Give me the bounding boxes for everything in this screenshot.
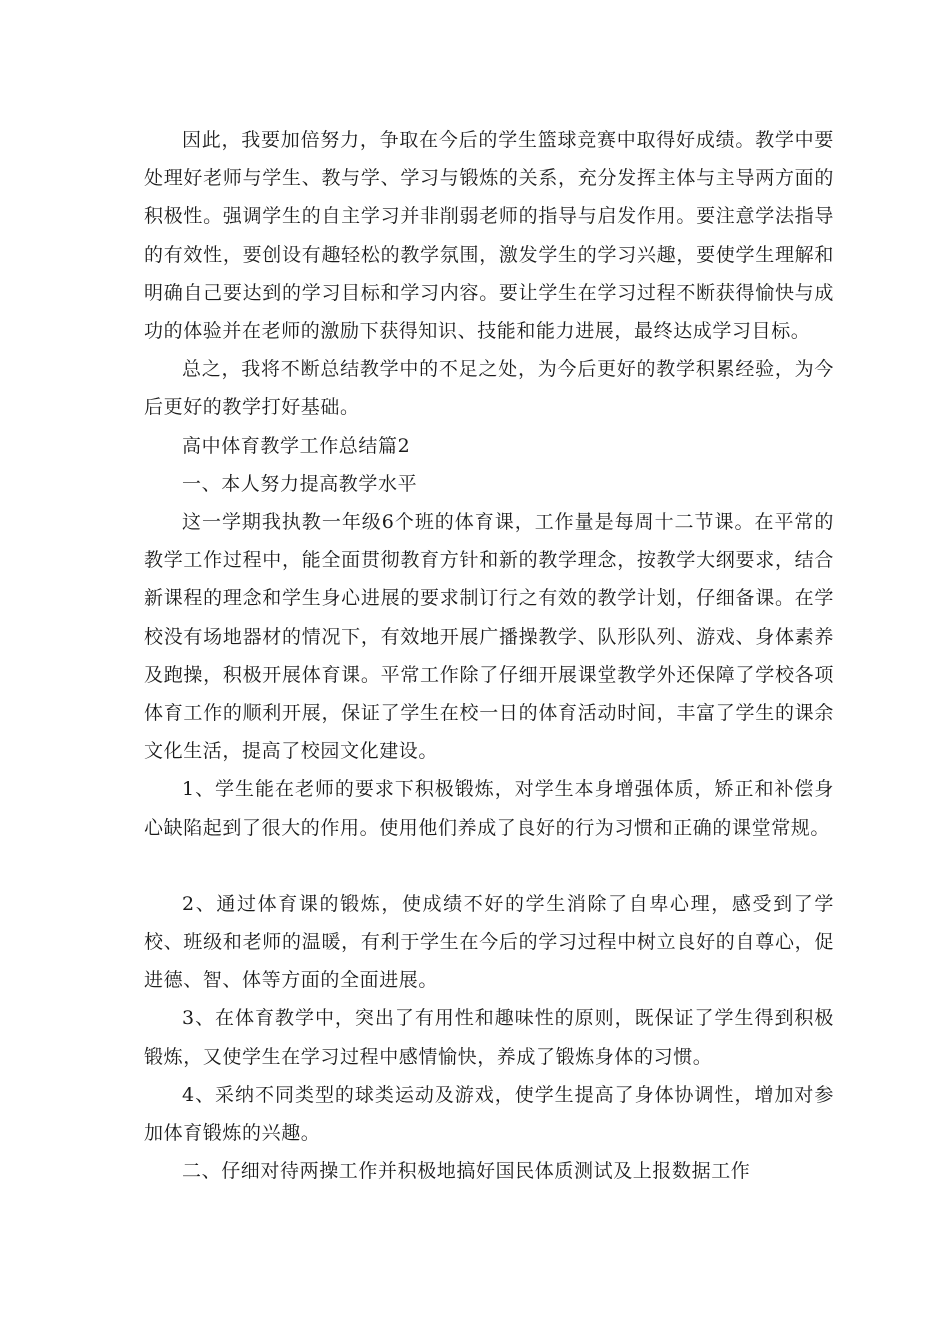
paragraph-semester-overview: 这一学期我执教一年级6个班的体育课，工作量是每周十二节课。在平常的教学工作过程中，能全面贯彻教育方针和新的教学理念，按教学大纲要求，结合新课程的理念和学生身心进展的要求制订行之有效的教学计划，仔细备课。在学校没有场地器材的情况下，有效地开展广播操教学、队形队列、游戏、身体素养及跑操，积极开展体育课。平常工作除了仔细开展课堂教学外还保障了学校各项体育工作的顺利开展，保证了学生在校一日的体育活动时间，丰富了学生的课余文化生活，提高了校园文化建设。 — [144, 511, 834, 763]
paragraph-summary: 总之，我将不断总结教学中的不足之处，为今后更好的教学积累经验，为今后更好的教学打好基础。 — [144, 358, 834, 419]
list-item-3: 3、在体育教学中，突出了有用性和趣味性的原则，既保证了学生得到积极锻炼，又使学生在学习过程中感情愉快，养成了锻炼身体的习惯。 — [144, 1007, 834, 1068]
section-title: 高中体育教学工作总结篇2 — [182, 434, 411, 457]
heading-part-two: 二、仔细对待两操工作并积极地搞好国民体质测试及上报数据工作 — [182, 1160, 751, 1183]
paragraph-conclusion-effort: 因此，我要加倍努力，争取在今后的学生篮球竞赛中取得好成绩。教学中要处理好老师与学生、教与学、学习与锻炼的关系，充分发挥主体与主导两方面的积极性。强调学生的自主学习并非削弱老师的指导与启发作用。要注意学法指导的有效性，要创设有趣轻松的教学氛围，激发学生的学习兴趣，要使学生理解和明确自己要达到的学习目标和学习内容。要让学生在学习过程不断获得愉快与成功的体验并在老师的激励下获得知识、技能和能力进展，最终达成学习目标。 — [144, 129, 834, 343]
list-item-1: 1、学生能在老师的要求下积极锻炼，对学生本身增强体质，矫正和补偿身心缺陷起到了很大的作用。使用他们养成了良好的行为习惯和正确的课堂常规。 — [144, 778, 834, 839]
heading-part-one: 一、本人努力提高教学水平 — [182, 472, 418, 495]
list-item-2: 2、通过体育课的锻炼，使成绩不好的学生消除了自卑心理，感受到了学校、班级和老师的温暖，有利于学生在今后的学习过程中树立良好的自尊心，促进德、智、体等方面的全面进展。 — [144, 892, 834, 992]
document-body — [144, 121, 834, 1190]
list-item-4: 4、采纳不同类型的球类运动及游戏，使学生提高了身体协调性，增加对参加体育锻炼的兴趣。 — [144, 1083, 834, 1145]
